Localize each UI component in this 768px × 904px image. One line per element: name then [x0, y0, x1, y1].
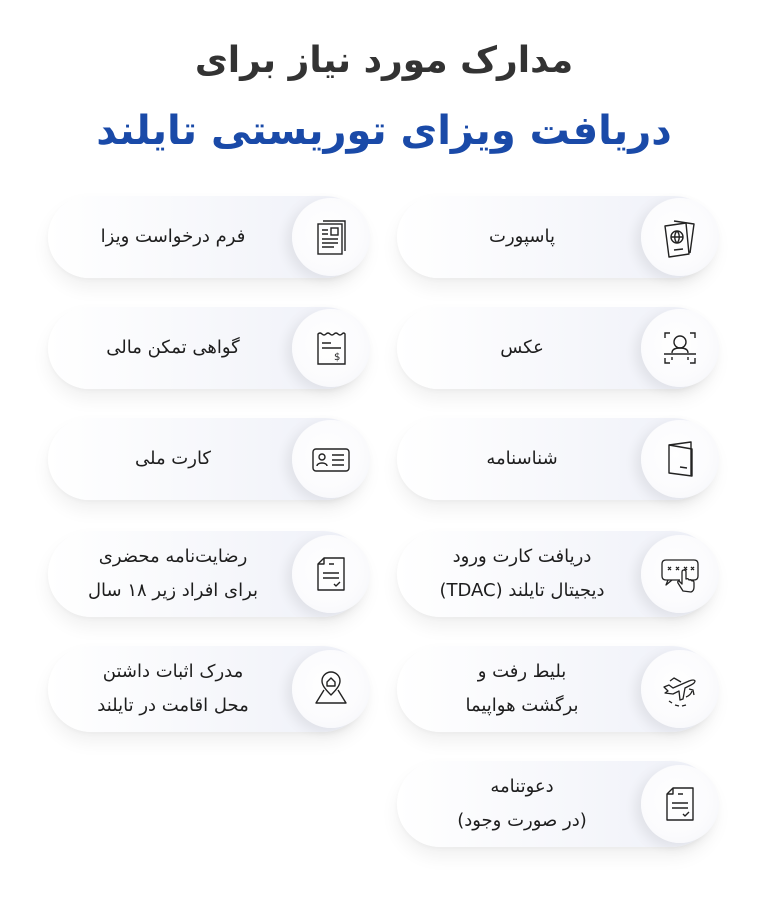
airplane-return-icon: [656, 665, 704, 713]
item-label: پاسپورت: [489, 226, 555, 247]
title-line-1: مدارک مورد نیاز برای: [194, 40, 574, 81]
item-label-line-2: برگشت هواپیما: [465, 695, 579, 716]
signed-document-icon: [656, 780, 704, 828]
photo-portrait-icon: [656, 324, 704, 372]
item-accommodation-proof: [48, 646, 366, 732]
booklet-icon: [656, 435, 704, 483]
item-label-line-2: برای افراد زیر ۱۸ سال: [87, 580, 259, 601]
item-passport: [397, 196, 715, 278]
item-label-line-2: محل اقامت در تایلند: [97, 695, 249, 716]
passport-icon: [656, 213, 704, 261]
item-tdac: [397, 531, 715, 617]
item-label-line-1: رضایت‌نامه محضری: [98, 546, 248, 567]
id-card-icon: [307, 435, 355, 483]
item-label: فرم درخواست ویزا: [100, 226, 246, 247]
form-document-icon: [307, 213, 355, 261]
item-visa-form: [48, 196, 366, 278]
item-label-line-1: مدرک اثبات داشتن: [102, 661, 244, 682]
item-flight-ticket: [397, 646, 715, 732]
item-consent-letter: [48, 531, 366, 617]
item-label: شناسنامه: [486, 448, 558, 469]
digital-entry-click-icon: [656, 550, 704, 598]
title-line-2: دریافت ویزای توریستی تایلند: [96, 108, 672, 154]
item-birth-certificate: [397, 418, 715, 500]
item-label-line-1: دریافت کارت ورود: [452, 546, 592, 567]
item-financial: [48, 307, 366, 389]
item-label-line-1: دعوتنامه: [490, 776, 554, 797]
item-label: عکس: [500, 337, 544, 358]
svg-text:$: $: [334, 352, 341, 363]
item-national-card: [48, 418, 366, 500]
signed-document-icon: [307, 550, 355, 598]
receipt-dollar-icon: [307, 324, 355, 372]
item-invitation-letter: [397, 761, 715, 847]
item-label: گواهی تمکن مالی: [106, 337, 240, 358]
item-label: کارت ملی: [134, 448, 212, 469]
item-photo: [397, 307, 715, 389]
item-label-line-1: بلیط رفت و: [477, 661, 567, 682]
item-label-line-2: دیجیتال تایلند (TDAC): [439, 580, 605, 601]
location-home-icon: [307, 665, 355, 713]
item-label-line-2: (در صورت وجود): [457, 810, 587, 831]
